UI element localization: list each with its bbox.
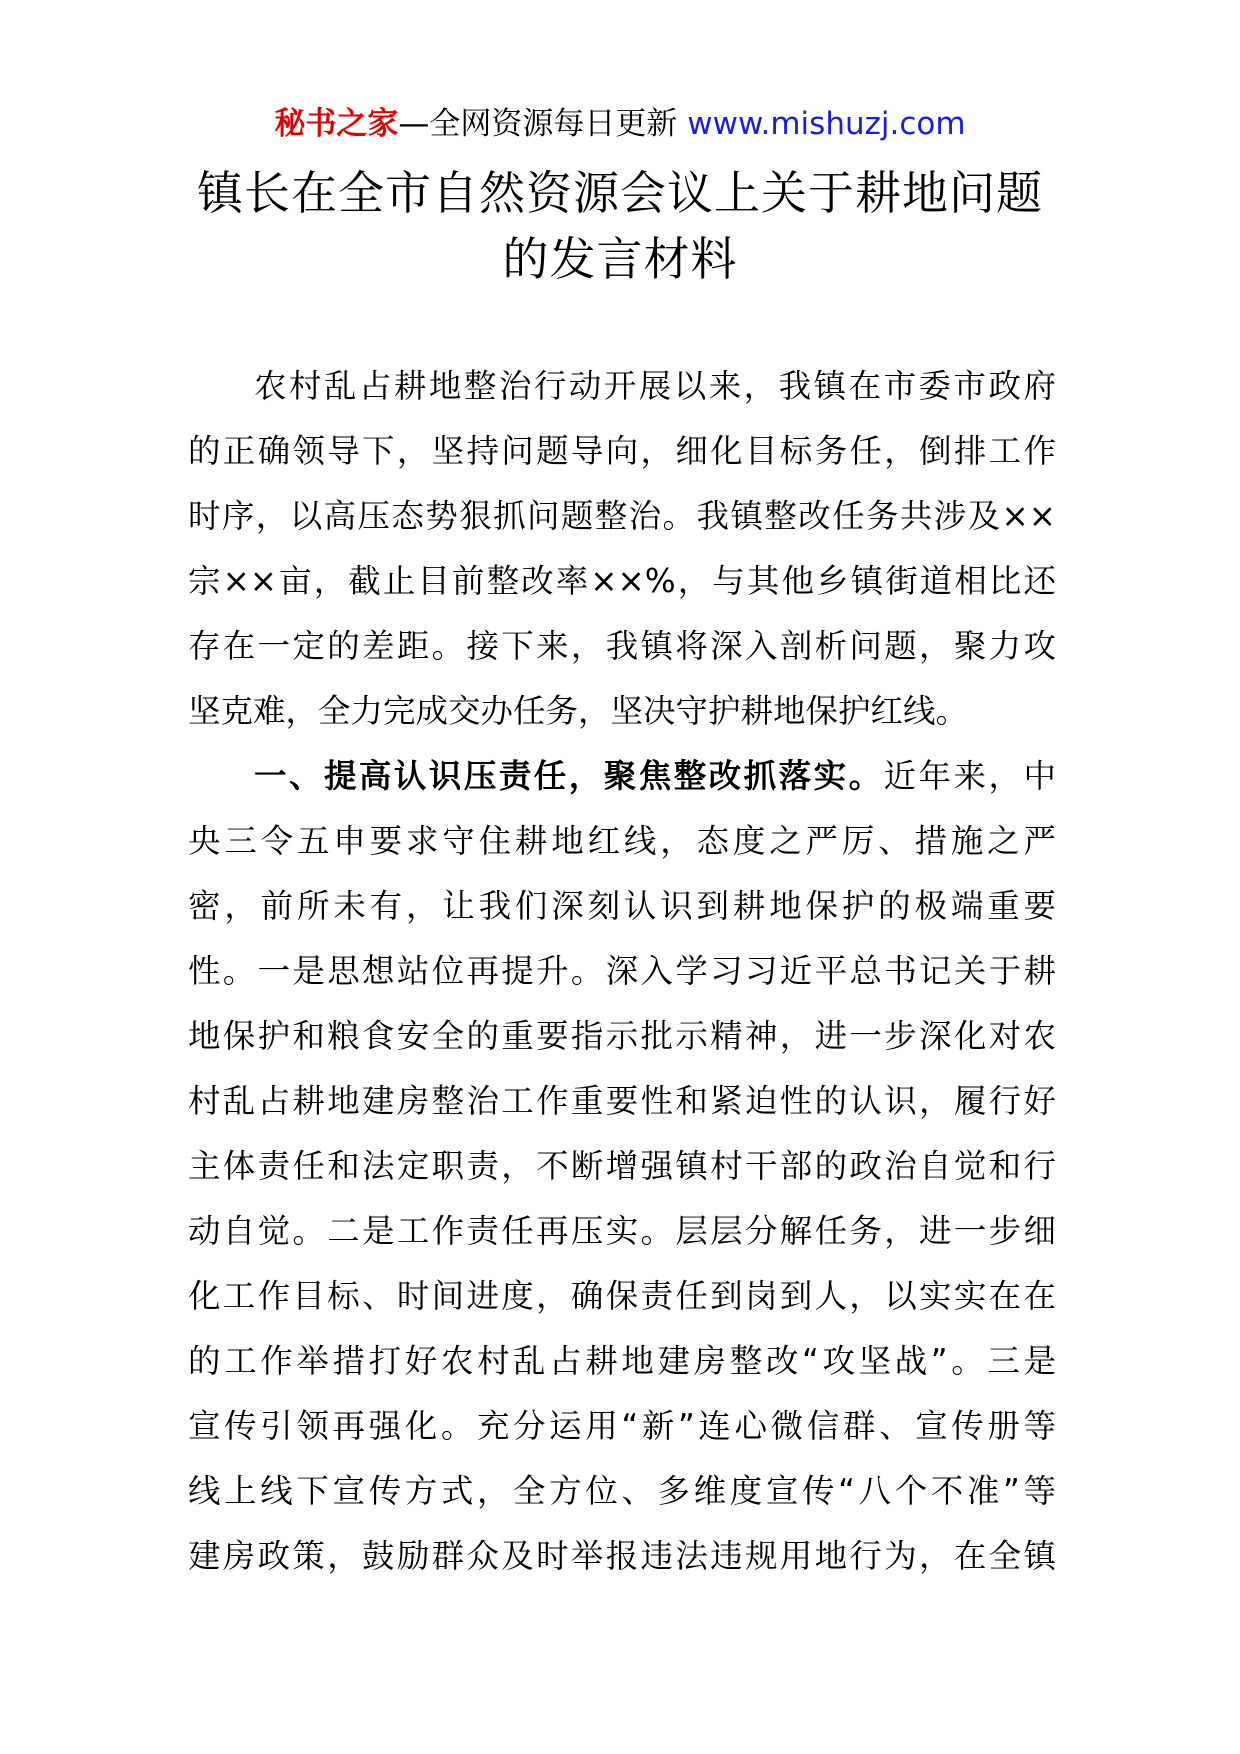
brand-name: 秘书之家 xyxy=(274,106,399,142)
paragraph-1-line: 宗××亩，截止目前整改率××%，与其他乡镇街道相比还 xyxy=(188,562,1056,600)
paragraph-2-line: 宣传引领再强化。充分运用“新”连心微信群、宣传册等 xyxy=(188,1407,1056,1445)
paragraph-1-line: 农村乱占耕地整治行动开展以来，我镇在市委市政府 xyxy=(254,367,1056,405)
document-title xyxy=(0,160,1240,292)
paragraph-1-line: 坚克难，全力完成交办任务，坚决守护耕地保护红线。 xyxy=(188,692,969,730)
paragraph-2-line: 主体责任和法定职责，不断增强镇村干部的政治自觉和行 xyxy=(188,1147,1056,1185)
paragraph-2-line: 性。一是思想站位再提升。深入学习习近平总书记关于耕 xyxy=(188,952,1056,990)
site-header xyxy=(0,102,1240,146)
paragraph-2-first-line xyxy=(188,744,1056,809)
paragraph-1-line: 的正确领导下，坚持问题导向，细化目标务任，倒排工作 xyxy=(188,432,1056,470)
paragraph-2-line: 动自觉。二是工作责任再压实。层层分解任务，进一步细 xyxy=(188,1212,1056,1250)
paragraph-1-line: 时序，以高压态势狠抓问题整治。我镇整改任务共涉及×× xyxy=(188,497,1056,535)
paragraph-2-line: 的工作举措打好农村乱占耕地建房整改“攻坚战”。三是 xyxy=(188,1342,1056,1380)
paragraph-2-line: 村乱占耕地建房整治工作重要性和紧迫性的认识，履行好 xyxy=(188,1082,1056,1120)
header-tagline: —全网资源每日更新 xyxy=(398,106,688,142)
title-line-1: 镇长在全市自然资源会议上关于耕地问题 xyxy=(197,166,1043,220)
paragraph-2-line: 线上线下宣传方式，全方位、多维度宣传“八个不准”等 xyxy=(188,1472,1056,1510)
paragraph-2-line: 密，前所未有，让我们深刻认识到耕地保护的极端重要 xyxy=(188,887,1056,925)
paragraph-2-line: 建房政策，鼓励群众及时举报违法违规用地行为，在全镇 xyxy=(188,1537,1056,1575)
paragraph-2-first-line-rest: 近年来，中 xyxy=(883,757,1056,795)
paragraph-2-line: 央三令五申要求守住耕地红线，态度之严厉、措施之严 xyxy=(188,822,1056,860)
paragraph-1-line: 存在一定的差距。接下来，我镇将深入剖析问题，聚力攻 xyxy=(188,627,1056,665)
paragraph-2-line: 化工作目标、时间进度，确保责任到岗到人，以实实在在 xyxy=(188,1277,1056,1315)
document-body xyxy=(188,354,1056,1589)
paragraph-2-line: 地保护和粮食安全的重要指示批示精神，进一步深化对农 xyxy=(188,1017,1056,1055)
section-heading: 一、提高认识压责任，聚焦整改抓落实。 xyxy=(254,757,884,795)
title-line-2: 的发言材料 xyxy=(502,232,738,286)
site-url-link[interactable]: www.mishuzj.com xyxy=(687,106,966,142)
